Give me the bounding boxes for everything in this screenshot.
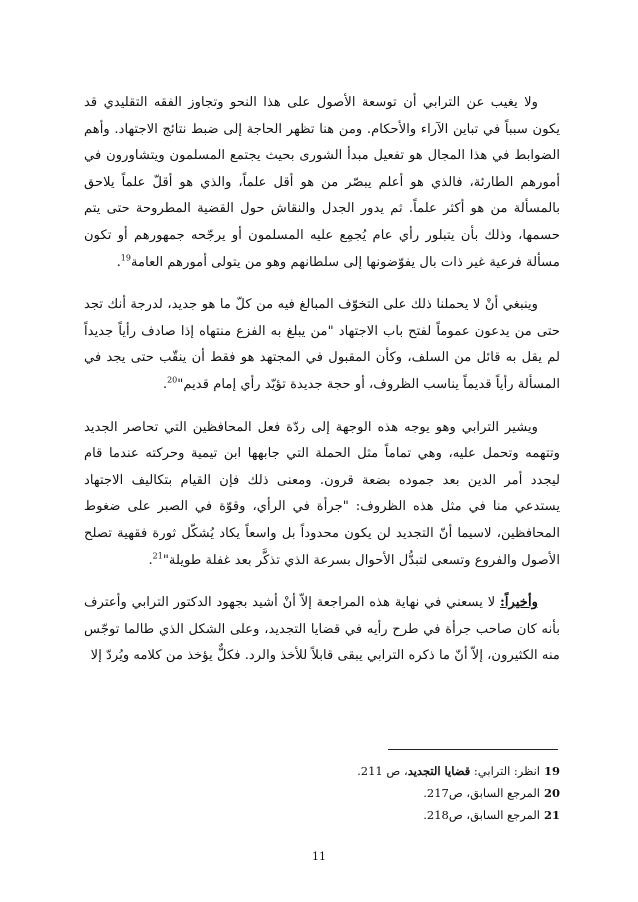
footnote-ref-19[interactable]: 19 (120, 253, 131, 263)
paragraph-1 (84, 90, 560, 276)
footnote-21 (84, 804, 560, 826)
footnote-separator (388, 749, 558, 750)
footnote-book-title: قضايا التجديد (407, 764, 471, 778)
footnote-ref-20[interactable]: 20 (167, 375, 178, 385)
paragraph-3-text: ويشير الترابي وهو يوجه هذه الوجهة إلى ردّة فعل المحافظين التي تحاصر الجديد وتتهمه وتحمل عليه، وهي تماماً مثل الحملة التي جابهها ابن تيمية وحركته عندما قام ليجدد أمر الدين بعد جموده بضعة قرون. ومعنى ذلك فإن القيام بتكاليف الاجتهاد يستدعي منا في مثل هذه الظروف: "جرأة في الرأي، وقوّة في الصبر على ضغوط المحافظين، لاسيما أنّ التجديد لن يكون محدوداً بل واسعاً يكاد يُشكّل ثورة فقهية تصلح الأصول والفروع وتسعى لتبدُّل الأحوال بسرعة الذي تذكَّر بعد غفلة طويلة" (84, 419, 560, 568)
footnote-number: 19 (543, 764, 560, 778)
paragraph-1-text: ولا يغيب عن الترابي أن توسعة الأصول على هذا النحو وتجاوز الفقه التقليدي قد يكون سبباً في تباين الآراء والأحكام. ومن هنا تظهر الحاجة إلى ضبط نتائج الاجتهاد. وأهم الضوابط في هذا المجال هو تفعيل مبدأ الشورى بحيث يجتمع المسلمون ويتشاورون في أمورهم الطارئة، فالذي هو أعلم يبصّر من هو أقل علماً، والذي هو أقلّ علماً يلاحق بالمسألة من هو أكثر علماً. ثم يدور الجدل والنقاش حول القضية المطروحة حتى يتم حسمها، وذلك بأن يتبلور رأي عام يُجمِع عليه المسلمون أو يرجّحه جمهورهم أو تكون مسألة فرعية غير ذات بال يفوّضونها إلى سلطانهم وهو من يتولى أمورهم العامة (84, 95, 560, 270)
footnote-20 (84, 782, 560, 804)
footnote-text: انظر: الترابي: (470, 764, 540, 778)
paragraph-2 (84, 292, 560, 398)
paragraph-3-end: . (148, 552, 153, 568)
footnote-number: 21 (543, 808, 560, 822)
footnote-19 (84, 760, 560, 782)
paragraph-2-end: . (162, 376, 168, 392)
footnote-ref-21[interactable]: 21 (152, 551, 163, 561)
paragraph-1-end: . (116, 254, 121, 270)
page-number: 11 (312, 850, 326, 863)
footnotes (84, 760, 560, 826)
footnote-text: المرجع السابق، ص218. (423, 808, 540, 822)
footnote-page: ، ص 211. (357, 764, 408, 778)
paragraph-4-text: لا يسعني في نهاية هذه المراجعة إلاّ أنْ أشيد بجهود الدكتور الترابي وأعترف بأنه كان صاحب جرأة في طرح رأيه في قضايا التجديد، وعلى الشكل الذي طالما توجّس منه الكثيرون، إلاّ أنّ ما ذكره الترابي يبقى قابلاً للأخذ والرد. فكلٌّ يؤخذ من كلامه ويُردّ إلا (84, 595, 560, 664)
body-text (84, 90, 560, 686)
footnote-number: 20 (543, 786, 560, 800)
footnote-text: المرجع السابق، ص217. (423, 786, 540, 800)
paragraph-2-text: وينبغي أنْ لا يحملنا ذلك على التخوّف المبالغ فيه من كلّ ما هو جديد، لدرجة أنك تجد حتى من يدعون عموماً لفتح باب الاجتهاد "من يبلغ به الفزع منتهاه إذا صادف رأياً جديداً لم يقل به قائل من السلف، وكأن المقبول في المجتهد هو فقط أن ينقّب حتى يجد في المسألة رأياً قديماً يناسب الظروف، أو حجة جديدة تؤيّد رأي إمام قديم" (84, 297, 560, 392)
paragraph-3 (84, 415, 560, 575)
paragraph-4 (84, 590, 560, 670)
paragraph-4-lead: وأخيراً: (500, 595, 538, 611)
